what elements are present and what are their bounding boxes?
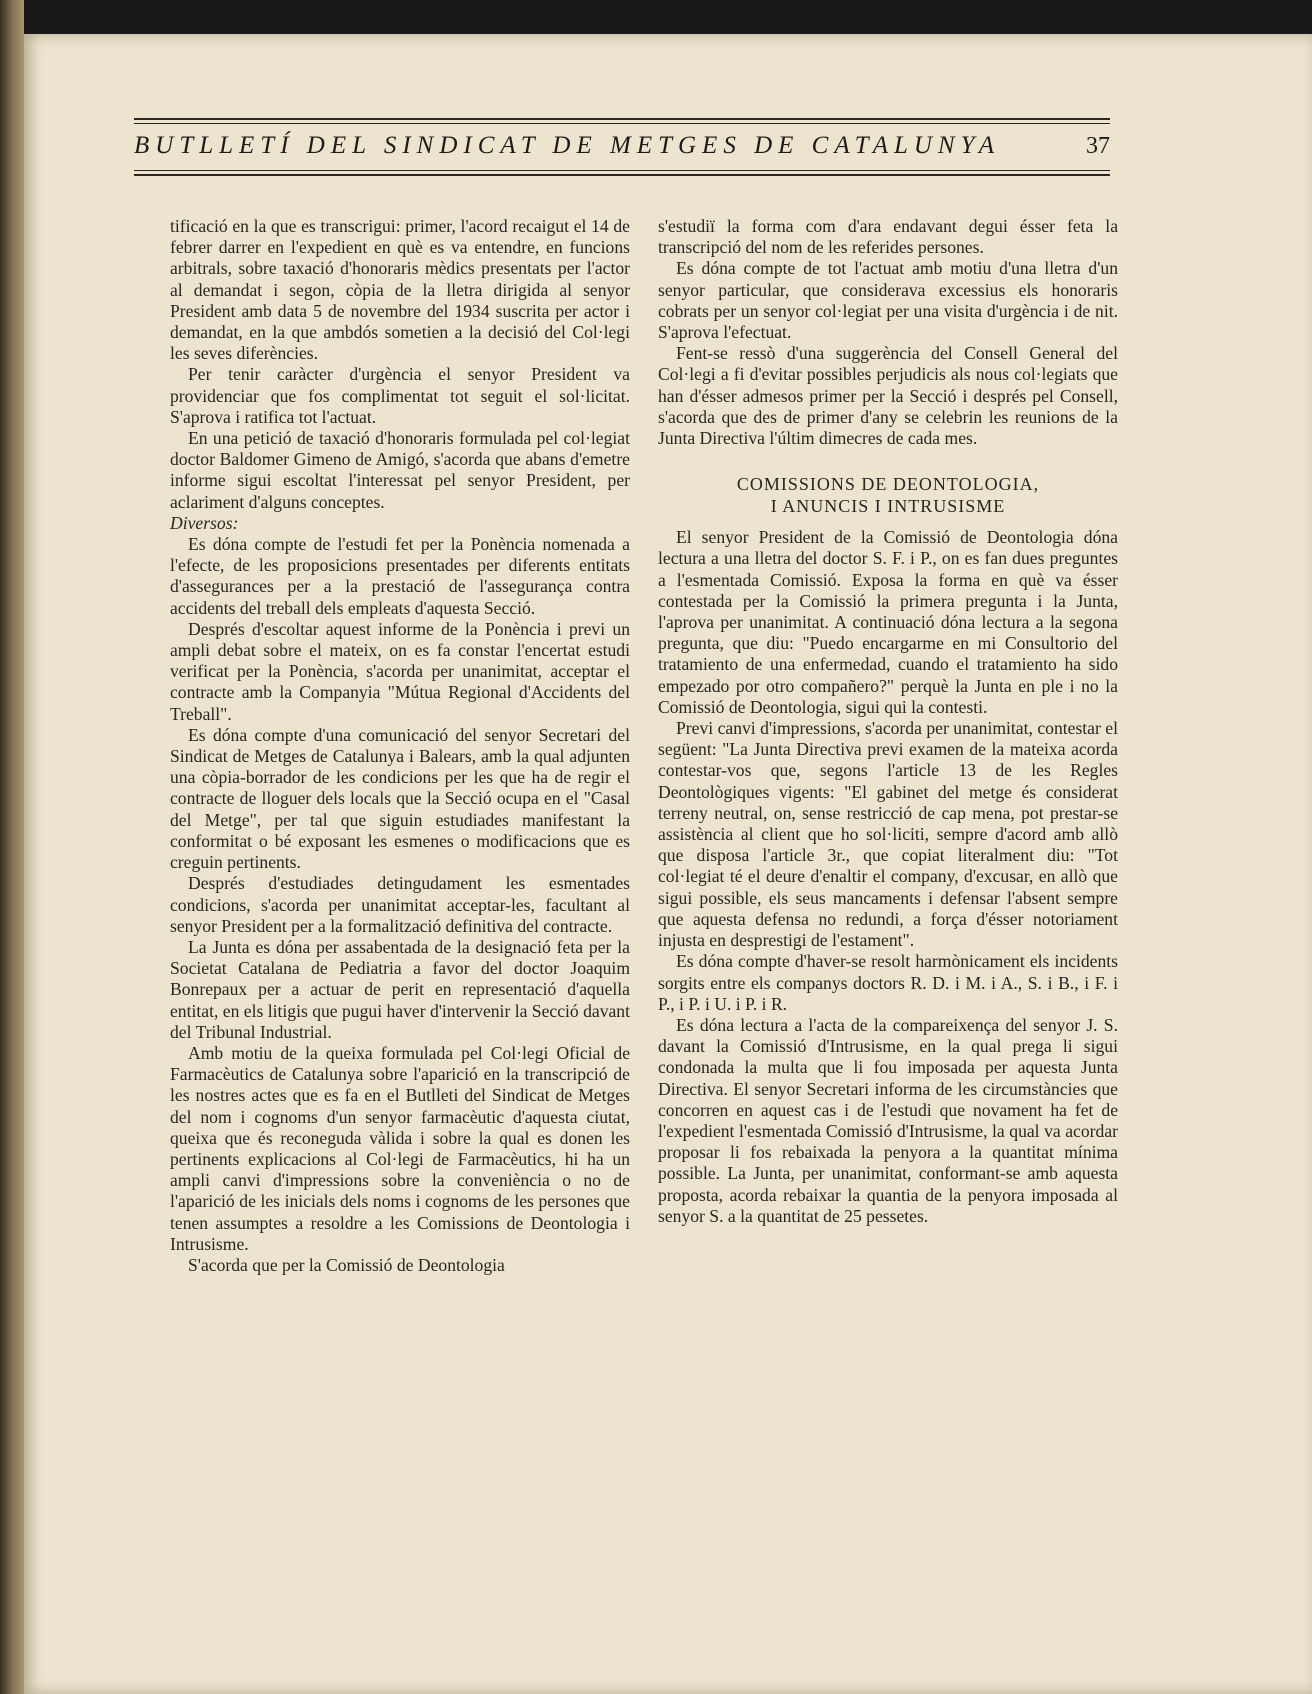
header-bottom-rules — [134, 170, 1110, 179]
right-column — [658, 216, 1118, 1227]
paragraph: Per tenir caràcter d'urgència el senyor President va providenciar que fos complimentat tot seguit el sol·licitat. S'aprova i ratifica tot l'actuat. — [170, 364, 630, 427]
paragraph: Previ canvi d'impressions, s'acorda per unanimitat, contestar el següent: "La Junta Directiva previ examen de la mateixa acorda contestar-vos que, segons l'article 13 de les Regles Deontològiques vigents: "El gabinet del metge és considerat terreny neutral, on, sense restricció de cap mena, pot prestar-se assistència al client que ho sol·liciti, sempre d'acord amb allò que disposa l'article 3r., que copiat literalment diu: "Tot col·legiat té el deure d'enaltir el company, d'excusar, en allò que sigui possible, els seus mancaments i defensar l'absent sempre que aquesta defensa no redundi, a força d'ésser notoriament injusta en desprestigi de l'estament". — [658, 718, 1118, 951]
paragraph: Després d'escoltar aquest informe de la Ponència i previ un ampli debat sobre el mateix, on es fa constar l'encertat estudi verificat per la Ponència, s'acorda per unanimitat, acceptar el contracte amb la Companyia "Mútua Regional d'Accidents del Treball". — [170, 618, 630, 724]
paragraph: La Junta es dóna per assabentada de la designació feta per la Societat Catalana de Pediatria a favor del doctor Joaquim Bonrepaux per a actuar de perit en representació d'aquella entitat, en els litigis que pugui haver d'intervenir la Secció davant del Tribunal Industrial. — [170, 936, 630, 1042]
paragraph: Es dóna compte d'haver-se resolt harmònicament els incidents sorgits entre els companys doctors R. D. i M. i A., S. i B., i F. i P., i P. i U. i P. i R. — [658, 951, 1118, 1014]
paragraph: S'acorda que per la Comissió de Deontologia — [188, 1254, 505, 1275]
paragraph: Es dóna compte d'una comunicació del senyor Secretari del Sindicat de Metges de Catalunya i Balears, amb la qual adjunten una còpia-borrador de les condicions per les que ha de regir el contracte de lloguer dels locals que la Secció ocupa en el "Casal del Metge", per tal que siguin estudiades manifestant la conformitat o bé exposant les esmenes o modificacions que es creguin pertinents. — [170, 724, 630, 873]
running-header — [134, 126, 1110, 166]
paragraph: Es dóna lectura a l'acta de la compareixença del senyor J. S. davant la Comissió d'Intrusisme, en la qual prega li sigui condonada la multa que li fou imposada per aquesta Junta Directiva. El senyor Secretari informa de les circumstàncies que concorren en aquest cas i de l'estudi que novament ha fet de l'expedient l'esmentada Comissió d'Intrusisme, la qual va acordar proposar li fos rebaixada la penyora a la quantitat mínima possible. La Junta, per unanimitat, conformant-se amb aquesta proposta, acorda rebaixar la quantia de la penyora imposada al senyor S. a la quantitat de 25 pessetes. — [658, 1014, 1118, 1226]
paragraph: Fent-se ressò d'una suggerència del Consell General del Col·legi a fi d'evitar possibles perjudicis als nous col·legiats que han d'ésser admesos primer per la Secció i després pel Consell, s'acorda que des de primer d'any se celebrin les reunions de la Junta Directiva l'últim dimecres de cada mes. — [658, 343, 1118, 449]
paragraph: Després d'estudiades detingudament les esmentades condicions, s'acorda per unanimitat acceptar-les, facultant al senyor President per a la formalització definitiva del contracte. — [170, 873, 630, 936]
subheading-diversos: Diversos: — [170, 512, 239, 533]
journal-title: BUTLLETÍ DEL SINDICAT DE METGES DE CATALUNYA — [134, 132, 1001, 159]
paragraph: s'estudiï la forma com d'ara endavant degui ésser feta la transcripció del nom de les referides persones. — [658, 216, 1118, 258]
paragraph: tificació en la que es transcrigui: primer, l'acord recaigut el 14 de febrer darrer en l'expedient en què es va entendre, en funcions arbitrals, sobre taxació d'honoraris mèdics presentats per l'actor al demandat i segon, còpia de la lletra dirigida al senyor President amb data 5 de novembre del 1934 suscrita per actor i demandat, en la que ambdós sometien a la decisió del Col·legi les seves diferències. — [170, 216, 630, 364]
paragraph: El senyor President de la Comissió de Deontologia dóna lectura a una lletra del doctor S. F. i P., on es fan dues preguntes a l'esmentada Comissió. Exposa la forma en què va ésser contestada per la Comissió la primera pregunta i la Junta, l'aprova per unanimitat. A continuació dóna lectura a la segona pregunta, que diu: "Puedo encargarme en mi Consultorio del tratamiento de una enfermedad, cuando el tratamiento ha sido empezado por otro compañero?" perquè la Junta en ple i no la Comissió de Deontologia, sigui qui la contesti. — [658, 527, 1118, 717]
paragraph: Es dóna compte de l'estudi fet per la Ponència nomenada a l'efecte, de les proposicions presentades per diferents entitats d'assegurances per a la prestació de l'assegurança contra accidents del treball dels empleats d'aquesta Secció. — [170, 534, 630, 618]
section-title-line: COMISSIONS DE DEONTOLOGIA, — [736, 474, 1040, 495]
adjacent-page-edge — [0, 0, 24, 1694]
paragraph: En una petició de taxació d'honoraris formulada pel col·legiat doctor Baldomer Gimeno de Amigó, s'acorda que abans d'emetre informe sigui escoltat l'interessat pel senyor President, per aclariment d'alguns conceptes. — [170, 428, 630, 512]
section-title — [658, 473, 1118, 517]
paragraph: Amb motiu de la queixa formulada pel Col·legi Oficial de Farmacèutics de Catalunya sobre l'aparició en la transcripció de les nostres actes que es fa en el Butlleti del Sindicat de Metges del nom i cognoms d'un senyor farmacèutic d'aquesta ciutat, queixa que és reconeguda vàlida i sobre la qual es donen les pertinents explicacions al Col·legi de Farmacèutics, hi ha un ampli canvi d'impressions sobre la conveniència o no de l'aparició de les inicials dels noms i cognoms de les persones que tenen assumptes a resoldre a les Comissions de Deontologia i Intrusisme. — [170, 1042, 630, 1254]
paragraph: Es dóna compte de tot l'actuat amb motiu d'una lletra d'un senyor particular, que considerava excessius els honoraris cobrats per un senyor col·legiat per una visita d'urgència i de nit. S'aprova l'efectuat. — [658, 258, 1118, 343]
page-number: 37 — [1086, 133, 1110, 159]
section-title-line: I ANUNCIS I INTRUSISME — [770, 496, 1006, 517]
left-column — [170, 216, 630, 1276]
